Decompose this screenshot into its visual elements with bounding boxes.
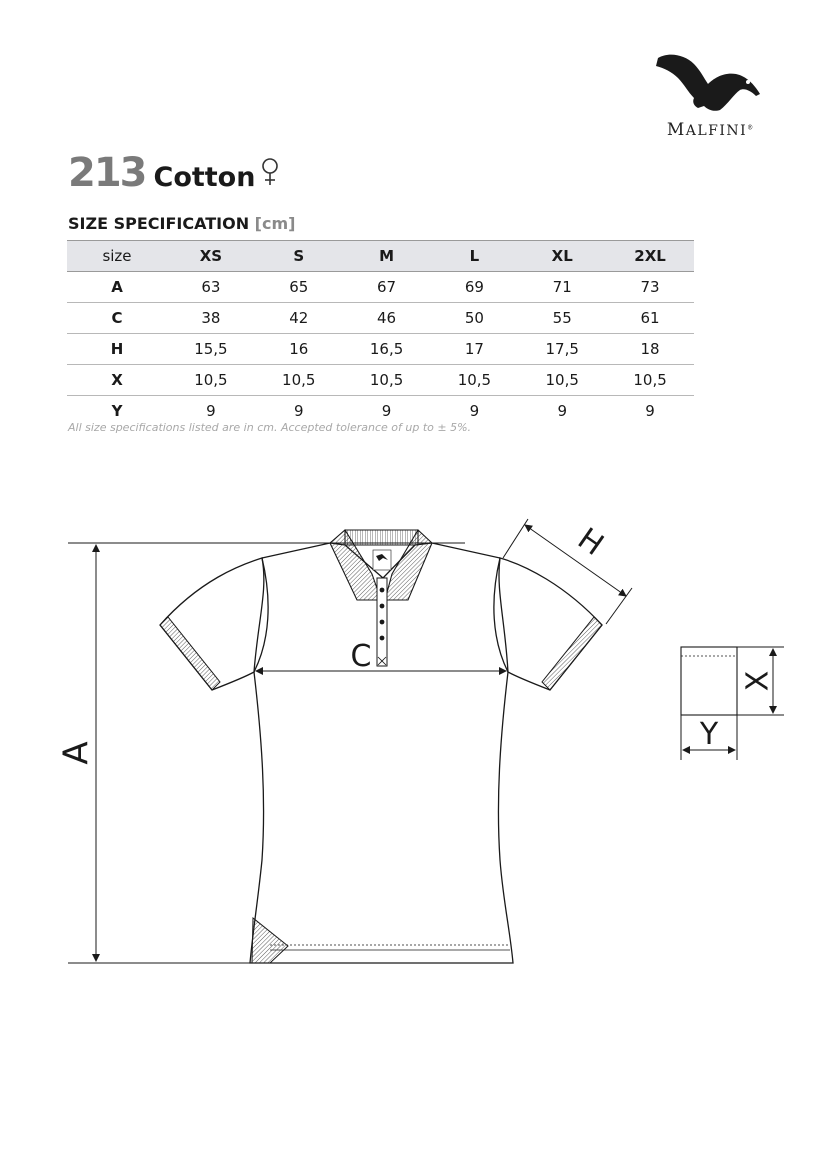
row-label: C bbox=[67, 303, 167, 334]
table-cell: 9 bbox=[381, 402, 392, 420]
placket bbox=[377, 578, 387, 666]
table-cell: 9 bbox=[557, 402, 567, 420]
table-cell: 10,5 bbox=[167, 365, 255, 396]
neck-label bbox=[373, 550, 391, 570]
table-cell: 65 bbox=[255, 272, 343, 303]
table-cell: 10,5 bbox=[343, 365, 431, 396]
header-cell: size bbox=[67, 241, 167, 272]
table-cell: 10,5 bbox=[255, 365, 343, 396]
table-cell: 10,5 bbox=[430, 365, 518, 396]
table-cell: 50 bbox=[430, 303, 518, 334]
row-label: A bbox=[67, 272, 167, 303]
table-cell: 17 bbox=[430, 334, 518, 365]
brand-name: MALFINI® bbox=[666, 120, 754, 140]
label-h: H bbox=[571, 521, 610, 564]
table-cell: 71 bbox=[518, 272, 606, 303]
table-cell: 15,5 bbox=[167, 334, 255, 365]
product-code: 213 bbox=[68, 150, 146, 196]
header-cell: 2XL bbox=[606, 241, 694, 272]
table-cell: 18 bbox=[606, 334, 694, 365]
label-y: Y bbox=[699, 717, 719, 752]
header-cell: L bbox=[430, 241, 518, 272]
table-cell: 9 bbox=[206, 402, 216, 420]
label-a: A bbox=[56, 741, 97, 765]
header-cell: S bbox=[255, 241, 343, 272]
table-cell: 46 bbox=[343, 303, 431, 334]
table-cell: 67 bbox=[343, 272, 431, 303]
table-cell: 61 bbox=[606, 303, 694, 334]
table-cell: 16,5 bbox=[343, 334, 431, 365]
row-label: H bbox=[67, 334, 167, 365]
table-cell: 9 bbox=[293, 402, 304, 420]
table-cell: 69 bbox=[430, 272, 518, 303]
label-detail bbox=[681, 647, 784, 760]
table-cell: 63 bbox=[167, 272, 255, 303]
table-cell: 9 bbox=[645, 402, 655, 420]
table-cell: 10,5 bbox=[606, 365, 694, 396]
label-x: X bbox=[740, 670, 776, 692]
table-cell: 55 bbox=[518, 303, 606, 334]
table-cell: 73 bbox=[606, 272, 694, 303]
table-cell: 9 bbox=[469, 402, 480, 420]
table-cell: 16 bbox=[255, 334, 343, 365]
row-label: X bbox=[67, 365, 167, 396]
header-cell: XL bbox=[518, 241, 606, 272]
header-cell: M bbox=[343, 241, 431, 272]
table-cell: 10,5 bbox=[518, 365, 606, 396]
spec-unit: [cm] bbox=[254, 214, 296, 233]
row-label: Y bbox=[111, 402, 123, 420]
table-cell: 38 bbox=[167, 303, 255, 334]
table-cell: 42 bbox=[255, 303, 343, 334]
table-cell: 17,5 bbox=[518, 334, 606, 365]
tolerance-note: All size specifications listed are in cm. Accepted tolerance of up to ± 5%. bbox=[68, 421, 472, 434]
product-name: Cotton bbox=[153, 162, 256, 193]
spec-title: SIZE SPECIFICATION bbox=[68, 214, 250, 233]
header-cell: XS bbox=[167, 241, 255, 272]
label-c: C bbox=[350, 639, 372, 674]
